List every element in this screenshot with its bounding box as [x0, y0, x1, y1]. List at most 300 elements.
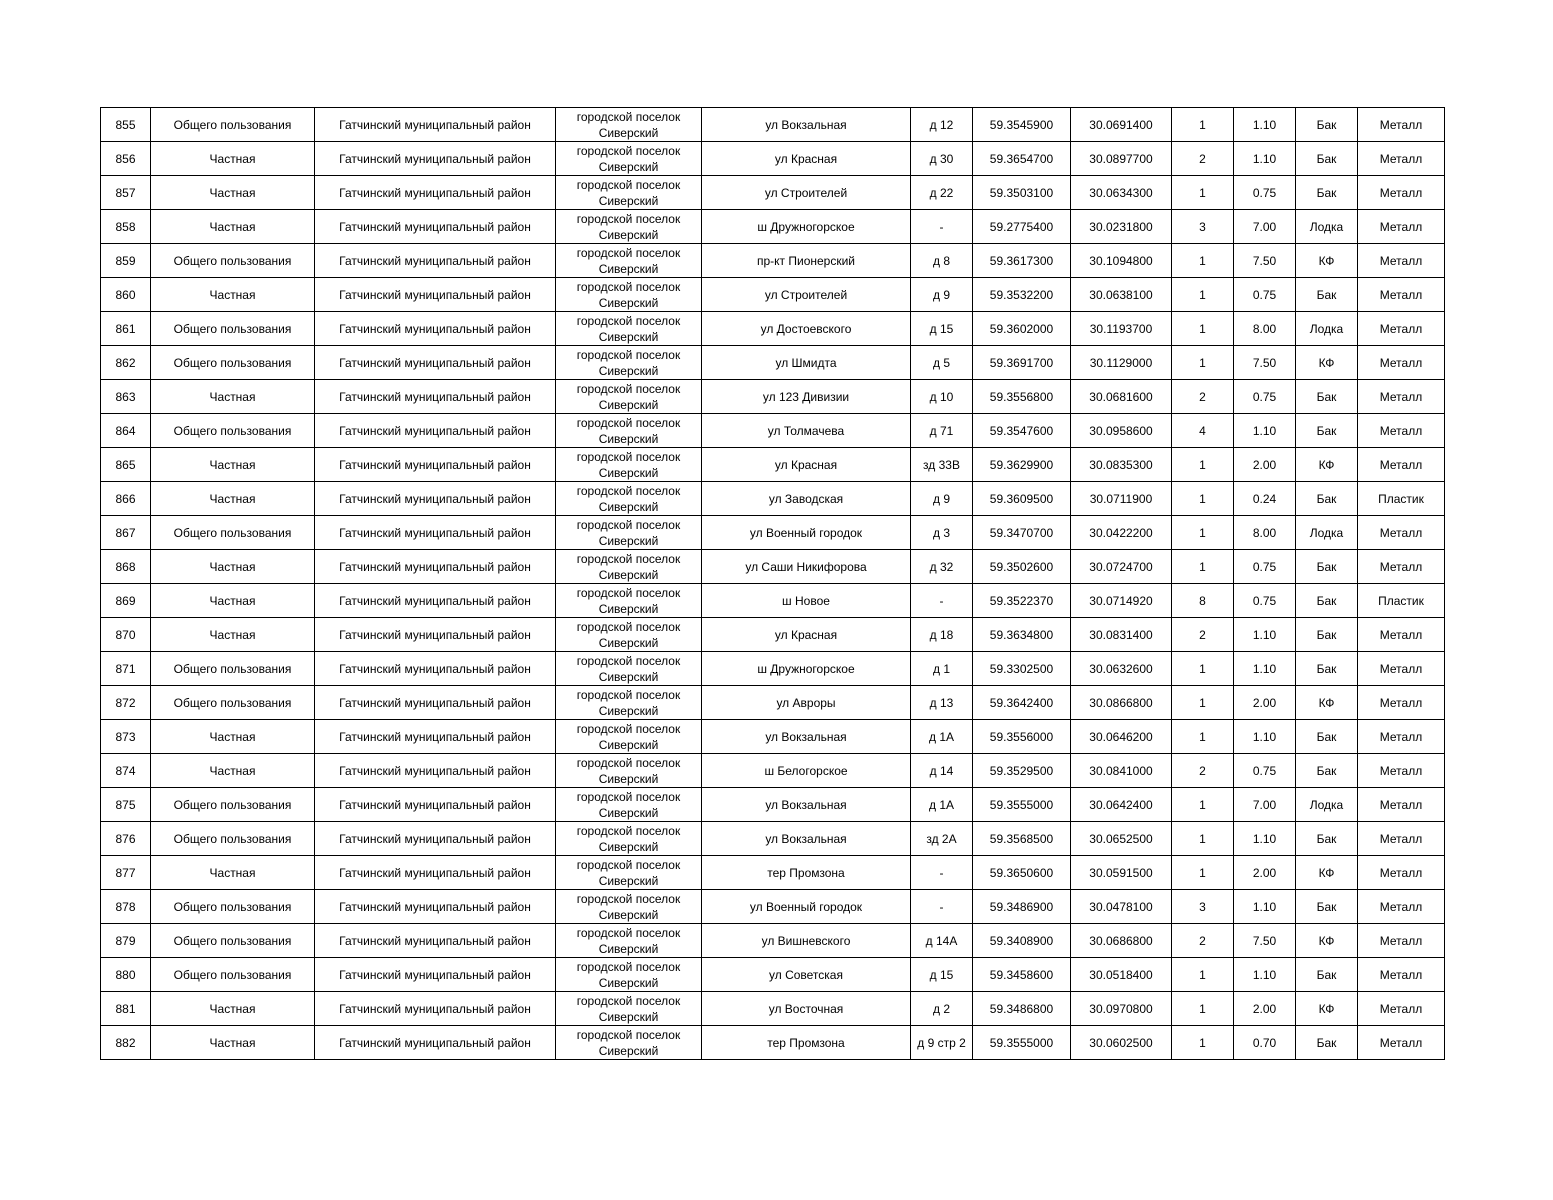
street-cell: ул Строителей: [702, 176, 911, 210]
district-cell: Гатчинский муниципальный район: [315, 924, 556, 958]
district-cell: Гатчинский муниципальный район: [315, 788, 556, 822]
building-cell: д 9: [911, 482, 973, 516]
container-count-cell: 1: [1172, 788, 1234, 822]
container-count-cell: 4: [1172, 414, 1234, 448]
material-cell: Пластик: [1358, 482, 1445, 516]
latitude-cell: 59.3556000: [973, 720, 1071, 754]
table-row: [101, 992, 1445, 1026]
container-type-cell: Бак: [1296, 176, 1358, 210]
ownership-cell: Общего пользования: [151, 312, 315, 346]
container-count-cell: 1: [1172, 448, 1234, 482]
volume-cell: 1.10: [1234, 958, 1296, 992]
building-cell: -: [911, 856, 973, 890]
material-cell: Металл: [1358, 788, 1445, 822]
row-number-cell: 855: [101, 108, 151, 142]
container-count-cell: 1: [1172, 312, 1234, 346]
container-type-cell: КФ: [1296, 856, 1358, 890]
street-cell: ул Вишневского: [702, 924, 911, 958]
container-sites-table: [100, 107, 1445, 1060]
settlement-cell: городской поселок Сиверский: [556, 210, 702, 244]
volume-cell: 2.00: [1234, 856, 1296, 890]
building-cell: д 32: [911, 550, 973, 584]
row-number-cell: 882: [101, 1026, 151, 1060]
district-cell: Гатчинский муниципальный район: [315, 482, 556, 516]
container-type-cell: Лодка: [1296, 788, 1358, 822]
longitude-cell: 30.0711900: [1071, 482, 1172, 516]
table-row: [101, 958, 1445, 992]
building-cell: д 18: [911, 618, 973, 652]
ownership-cell: Общего пользования: [151, 788, 315, 822]
settlement-cell: городской поселок Сиверский: [556, 992, 702, 1026]
table-row: [101, 516, 1445, 550]
building-cell: д 13: [911, 686, 973, 720]
district-cell: Гатчинский муниципальный район: [315, 992, 556, 1026]
container-count-cell: 1: [1172, 346, 1234, 380]
longitude-cell: 30.0686800: [1071, 924, 1172, 958]
table-body: [101, 108, 1445, 1060]
building-cell: д 5: [911, 346, 973, 380]
street-cell: ул Саши Никифорова: [702, 550, 911, 584]
street-cell: ул Вокзальная: [702, 108, 911, 142]
street-cell: ул Красная: [702, 618, 911, 652]
latitude-cell: 59.3302500: [973, 652, 1071, 686]
ownership-cell: Общего пользования: [151, 414, 315, 448]
district-cell: Гатчинский муниципальный район: [315, 346, 556, 380]
ownership-cell: Общего пользования: [151, 890, 315, 924]
street-cell: ул Красная: [702, 142, 911, 176]
district-cell: Гатчинский муниципальный район: [315, 856, 556, 890]
building-cell: д 14А: [911, 924, 973, 958]
container-count-cell: 1: [1172, 652, 1234, 686]
container-type-cell: КФ: [1296, 686, 1358, 720]
building-cell: д 14: [911, 754, 973, 788]
volume-cell: 7.50: [1234, 346, 1296, 380]
latitude-cell: 59.3470700: [973, 516, 1071, 550]
settlement-cell: городской поселок Сиверский: [556, 652, 702, 686]
row-number-cell: 867: [101, 516, 151, 550]
row-number-cell: 857: [101, 176, 151, 210]
longitude-cell: 30.0231800: [1071, 210, 1172, 244]
longitude-cell: 30.0714920: [1071, 584, 1172, 618]
volume-cell: 7.50: [1234, 924, 1296, 958]
material-cell: Металл: [1358, 346, 1445, 380]
settlement-cell: городской поселок Сиверский: [556, 346, 702, 380]
table-row: [101, 176, 1445, 210]
container-type-cell: Лодка: [1296, 210, 1358, 244]
settlement-cell: городской поселок Сиверский: [556, 516, 702, 550]
district-cell: Гатчинский муниципальный район: [315, 584, 556, 618]
container-type-cell: Бак: [1296, 1026, 1358, 1060]
ownership-cell: Общего пользования: [151, 822, 315, 856]
volume-cell: 1.10: [1234, 618, 1296, 652]
longitude-cell: 30.0646200: [1071, 720, 1172, 754]
longitude-cell: 30.0632600: [1071, 652, 1172, 686]
settlement-cell: городской поселок Сиверский: [556, 550, 702, 584]
building-cell: д 9: [911, 278, 973, 312]
latitude-cell: 59.3529500: [973, 754, 1071, 788]
container-type-cell: Бак: [1296, 890, 1358, 924]
longitude-cell: 30.0642400: [1071, 788, 1172, 822]
volume-cell: 1.10: [1234, 652, 1296, 686]
settlement-cell: городской поселок Сиверский: [556, 278, 702, 312]
container-count-cell: 3: [1172, 890, 1234, 924]
settlement-cell: городской поселок Сиверский: [556, 924, 702, 958]
longitude-cell: 30.0841000: [1071, 754, 1172, 788]
container-type-cell: КФ: [1296, 346, 1358, 380]
ownership-cell: Общего пользования: [151, 958, 315, 992]
latitude-cell: 59.3503100: [973, 176, 1071, 210]
row-number-cell: 879: [101, 924, 151, 958]
volume-cell: 0.75: [1234, 380, 1296, 414]
volume-cell: 0.75: [1234, 550, 1296, 584]
ownership-cell: Частная: [151, 142, 315, 176]
container-count-cell: 1: [1172, 958, 1234, 992]
volume-cell: 8.00: [1234, 516, 1296, 550]
container-count-cell: 2: [1172, 754, 1234, 788]
row-number-cell: 874: [101, 754, 151, 788]
latitude-cell: 59.3568500: [973, 822, 1071, 856]
container-type-cell: Бак: [1296, 652, 1358, 686]
district-cell: Гатчинский муниципальный район: [315, 176, 556, 210]
ownership-cell: Частная: [151, 210, 315, 244]
volume-cell: 0.75: [1234, 278, 1296, 312]
settlement-cell: городской поселок Сиверский: [556, 482, 702, 516]
material-cell: Металл: [1358, 244, 1445, 278]
volume-cell: 1.10: [1234, 108, 1296, 142]
container-count-cell: 1: [1172, 992, 1234, 1026]
ownership-cell: Частная: [151, 992, 315, 1026]
ownership-cell: Общего пользования: [151, 346, 315, 380]
street-cell: ш Дружногорское: [702, 210, 911, 244]
ownership-cell: Частная: [151, 176, 315, 210]
container-type-cell: КФ: [1296, 244, 1358, 278]
material-cell: Металл: [1358, 652, 1445, 686]
settlement-cell: городской поселок Сиверский: [556, 720, 702, 754]
container-type-cell: Бак: [1296, 720, 1358, 754]
row-number-cell: 873: [101, 720, 151, 754]
settlement-cell: городской поселок Сиверский: [556, 142, 702, 176]
container-type-cell: Бак: [1296, 584, 1358, 618]
row-number-cell: 858: [101, 210, 151, 244]
ownership-cell: Частная: [151, 754, 315, 788]
longitude-cell: 30.0634300: [1071, 176, 1172, 210]
table-row: [101, 856, 1445, 890]
row-number-cell: 875: [101, 788, 151, 822]
longitude-cell: 30.0691400: [1071, 108, 1172, 142]
volume-cell: 1.10: [1234, 142, 1296, 176]
table-row: [101, 210, 1445, 244]
table-row: [101, 244, 1445, 278]
latitude-cell: 59.3502600: [973, 550, 1071, 584]
container-count-cell: 2: [1172, 142, 1234, 176]
material-cell: Металл: [1358, 1026, 1445, 1060]
container-type-cell: КФ: [1296, 992, 1358, 1026]
settlement-cell: городской поселок Сиверский: [556, 448, 702, 482]
ownership-cell: Общего пользования: [151, 516, 315, 550]
container-type-cell: Бак: [1296, 278, 1358, 312]
building-cell: -: [911, 890, 973, 924]
material-cell: Металл: [1358, 856, 1445, 890]
row-number-cell: 862: [101, 346, 151, 380]
table-row: [101, 822, 1445, 856]
ownership-cell: Частная: [151, 482, 315, 516]
ownership-cell: Частная: [151, 1026, 315, 1060]
building-cell: д 1А: [911, 788, 973, 822]
settlement-cell: городской поселок Сиверский: [556, 856, 702, 890]
building-cell: д 15: [911, 312, 973, 346]
street-cell: ул Вокзальная: [702, 720, 911, 754]
material-cell: Металл: [1358, 720, 1445, 754]
settlement-cell: городской поселок Сиверский: [556, 890, 702, 924]
volume-cell: 7.00: [1234, 788, 1296, 822]
material-cell: Металл: [1358, 754, 1445, 788]
longitude-cell: 30.0681600: [1071, 380, 1172, 414]
ownership-cell: Частная: [151, 380, 315, 414]
volume-cell: 1.10: [1234, 822, 1296, 856]
volume-cell: 0.75: [1234, 176, 1296, 210]
row-number-cell: 870: [101, 618, 151, 652]
settlement-cell: городской поселок Сиверский: [556, 1026, 702, 1060]
street-cell: пр-кт Пионерский: [702, 244, 911, 278]
container-count-cell: 1: [1172, 856, 1234, 890]
ownership-cell: Общего пользования: [151, 108, 315, 142]
building-cell: д 1: [911, 652, 973, 686]
container-type-cell: Бак: [1296, 958, 1358, 992]
table-row: [101, 686, 1445, 720]
table-row: [101, 584, 1445, 618]
settlement-cell: городской поселок Сиверский: [556, 584, 702, 618]
latitude-cell: 59.3408900: [973, 924, 1071, 958]
settlement-cell: городской поселок Сиверский: [556, 822, 702, 856]
material-cell: Металл: [1358, 992, 1445, 1026]
street-cell: ш Белогорское: [702, 754, 911, 788]
longitude-cell: 30.0897700: [1071, 142, 1172, 176]
district-cell: Гатчинский муниципальный район: [315, 822, 556, 856]
district-cell: Гатчинский муниципальный район: [315, 448, 556, 482]
building-cell: д 15: [911, 958, 973, 992]
building-cell: д 30: [911, 142, 973, 176]
container-type-cell: КФ: [1296, 924, 1358, 958]
material-cell: Пластик: [1358, 584, 1445, 618]
row-number-cell: 868: [101, 550, 151, 584]
container-type-cell: КФ: [1296, 448, 1358, 482]
row-number-cell: 876: [101, 822, 151, 856]
district-cell: Гатчинский муниципальный район: [315, 652, 556, 686]
volume-cell: 7.00: [1234, 210, 1296, 244]
street-cell: ш Дружногорское: [702, 652, 911, 686]
district-cell: Гатчинский муниципальный район: [315, 958, 556, 992]
ownership-cell: Частная: [151, 856, 315, 890]
latitude-cell: 59.3556800: [973, 380, 1071, 414]
ownership-cell: Частная: [151, 448, 315, 482]
latitude-cell: 59.3458600: [973, 958, 1071, 992]
ownership-cell: Общего пользования: [151, 686, 315, 720]
row-number-cell: 863: [101, 380, 151, 414]
table-row: [101, 652, 1445, 686]
street-cell: ул Толмачева: [702, 414, 911, 448]
volume-cell: 7.50: [1234, 244, 1296, 278]
building-cell: д 22: [911, 176, 973, 210]
table-row: [101, 278, 1445, 312]
container-count-cell: 1: [1172, 244, 1234, 278]
container-count-cell: 1: [1172, 1026, 1234, 1060]
table-row: [101, 788, 1445, 822]
volume-cell: 2.00: [1234, 448, 1296, 482]
container-count-cell: 1: [1172, 108, 1234, 142]
district-cell: Гатчинский муниципальный район: [315, 380, 556, 414]
latitude-cell: 59.3547600: [973, 414, 1071, 448]
container-count-cell: 3: [1172, 210, 1234, 244]
table-row: [101, 380, 1445, 414]
container-type-cell: Бак: [1296, 482, 1358, 516]
street-cell: тер Промзона: [702, 856, 911, 890]
volume-cell: 2.00: [1234, 686, 1296, 720]
ownership-cell: Частная: [151, 720, 315, 754]
latitude-cell: 59.3555000: [973, 788, 1071, 822]
building-cell: д 3: [911, 516, 973, 550]
longitude-cell: 30.0835300: [1071, 448, 1172, 482]
district-cell: Гатчинский муниципальный район: [315, 414, 556, 448]
container-count-cell: 2: [1172, 380, 1234, 414]
settlement-cell: городской поселок Сиверский: [556, 686, 702, 720]
latitude-cell: 59.3545900: [973, 108, 1071, 142]
street-cell: ул Военный городок: [702, 890, 911, 924]
material-cell: Металл: [1358, 448, 1445, 482]
settlement-cell: городской поселок Сиверский: [556, 958, 702, 992]
material-cell: Металл: [1358, 210, 1445, 244]
longitude-cell: 30.1129000: [1071, 346, 1172, 380]
building-cell: д 2: [911, 992, 973, 1026]
district-cell: Гатчинский муниципальный район: [315, 720, 556, 754]
district-cell: Гатчинский муниципальный район: [315, 210, 556, 244]
street-cell: ул Военный городок: [702, 516, 911, 550]
street-cell: ул Вокзальная: [702, 822, 911, 856]
container-count-cell: 2: [1172, 618, 1234, 652]
container-count-cell: 1: [1172, 516, 1234, 550]
latitude-cell: 59.3602000: [973, 312, 1071, 346]
building-cell: д 8: [911, 244, 973, 278]
row-number-cell: 865: [101, 448, 151, 482]
row-number-cell: 869: [101, 584, 151, 618]
latitude-cell: 59.3532200: [973, 278, 1071, 312]
table-row: [101, 924, 1445, 958]
longitude-cell: 30.0958600: [1071, 414, 1172, 448]
street-cell: ул Вокзальная: [702, 788, 911, 822]
street-cell: ул Советская: [702, 958, 911, 992]
building-cell: зд 2А: [911, 822, 973, 856]
material-cell: Металл: [1358, 618, 1445, 652]
volume-cell: 0.70: [1234, 1026, 1296, 1060]
material-cell: Металл: [1358, 312, 1445, 346]
row-number-cell: 861: [101, 312, 151, 346]
longitude-cell: 30.1193700: [1071, 312, 1172, 346]
container-type-cell: Лодка: [1296, 516, 1358, 550]
district-cell: Гатчинский муниципальный район: [315, 142, 556, 176]
street-cell: ш Новое: [702, 584, 911, 618]
container-count-cell: 1: [1172, 822, 1234, 856]
table-row: [101, 414, 1445, 448]
ownership-cell: Частная: [151, 618, 315, 652]
container-count-cell: 1: [1172, 176, 1234, 210]
building-cell: д 12: [911, 108, 973, 142]
table-row: [101, 618, 1445, 652]
ownership-cell: Общего пользования: [151, 244, 315, 278]
building-cell: д 1А: [911, 720, 973, 754]
volume-cell: 0.75: [1234, 584, 1296, 618]
material-cell: Металл: [1358, 958, 1445, 992]
row-number-cell: 878: [101, 890, 151, 924]
ownership-cell: Общего пользования: [151, 652, 315, 686]
longitude-cell: 30.0591500: [1071, 856, 1172, 890]
table-row: [101, 1026, 1445, 1060]
district-cell: Гатчинский муниципальный район: [315, 244, 556, 278]
street-cell: ул 123 Дивизии: [702, 380, 911, 414]
latitude-cell: 59.3691700: [973, 346, 1071, 380]
table-row: [101, 720, 1445, 754]
district-cell: Гатчинский муниципальный район: [315, 108, 556, 142]
row-number-cell: 866: [101, 482, 151, 516]
row-number-cell: 877: [101, 856, 151, 890]
settlement-cell: городской поселок Сиверский: [556, 618, 702, 652]
container-type-cell: Бак: [1296, 550, 1358, 584]
street-cell: ул Восточная: [702, 992, 911, 1026]
material-cell: Металл: [1358, 278, 1445, 312]
ownership-cell: Общего пользования: [151, 924, 315, 958]
settlement-cell: городской поселок Сиверский: [556, 414, 702, 448]
latitude-cell: 59.3609500: [973, 482, 1071, 516]
latitude-cell: 59.3486900: [973, 890, 1071, 924]
container-count-cell: 1: [1172, 686, 1234, 720]
container-type-cell: Лодка: [1296, 312, 1358, 346]
longitude-cell: 30.0478100: [1071, 890, 1172, 924]
table-row: [101, 142, 1445, 176]
container-count-cell: 1: [1172, 278, 1234, 312]
latitude-cell: 59.2775400: [973, 210, 1071, 244]
volume-cell: 1.10: [1234, 890, 1296, 924]
row-number-cell: 864: [101, 414, 151, 448]
latitude-cell: 59.3555000: [973, 1026, 1071, 1060]
district-cell: Гатчинский муниципальный район: [315, 754, 556, 788]
row-number-cell: 871: [101, 652, 151, 686]
table-row: [101, 312, 1445, 346]
row-number-cell: 881: [101, 992, 151, 1026]
row-number-cell: 872: [101, 686, 151, 720]
settlement-cell: городской поселок Сиверский: [556, 312, 702, 346]
building-cell: -: [911, 210, 973, 244]
material-cell: Металл: [1358, 380, 1445, 414]
material-cell: Металл: [1358, 550, 1445, 584]
building-cell: зд 33В: [911, 448, 973, 482]
material-cell: Металл: [1358, 414, 1445, 448]
longitude-cell: 30.0652500: [1071, 822, 1172, 856]
longitude-cell: 30.0422200: [1071, 516, 1172, 550]
container-type-cell: Бак: [1296, 754, 1358, 788]
container-count-cell: 1: [1172, 720, 1234, 754]
row-number-cell: 860: [101, 278, 151, 312]
ownership-cell: Частная: [151, 550, 315, 584]
longitude-cell: 30.0638100: [1071, 278, 1172, 312]
container-type-cell: Бак: [1296, 618, 1358, 652]
longitude-cell: 30.0831400: [1071, 618, 1172, 652]
material-cell: Металл: [1358, 176, 1445, 210]
longitude-cell: 30.0518400: [1071, 958, 1172, 992]
table-row: [101, 108, 1445, 142]
longitude-cell: 30.0970800: [1071, 992, 1172, 1026]
material-cell: Металл: [1358, 686, 1445, 720]
table-row: [101, 448, 1445, 482]
ownership-cell: Частная: [151, 278, 315, 312]
district-cell: Гатчинский муниципальный район: [315, 278, 556, 312]
